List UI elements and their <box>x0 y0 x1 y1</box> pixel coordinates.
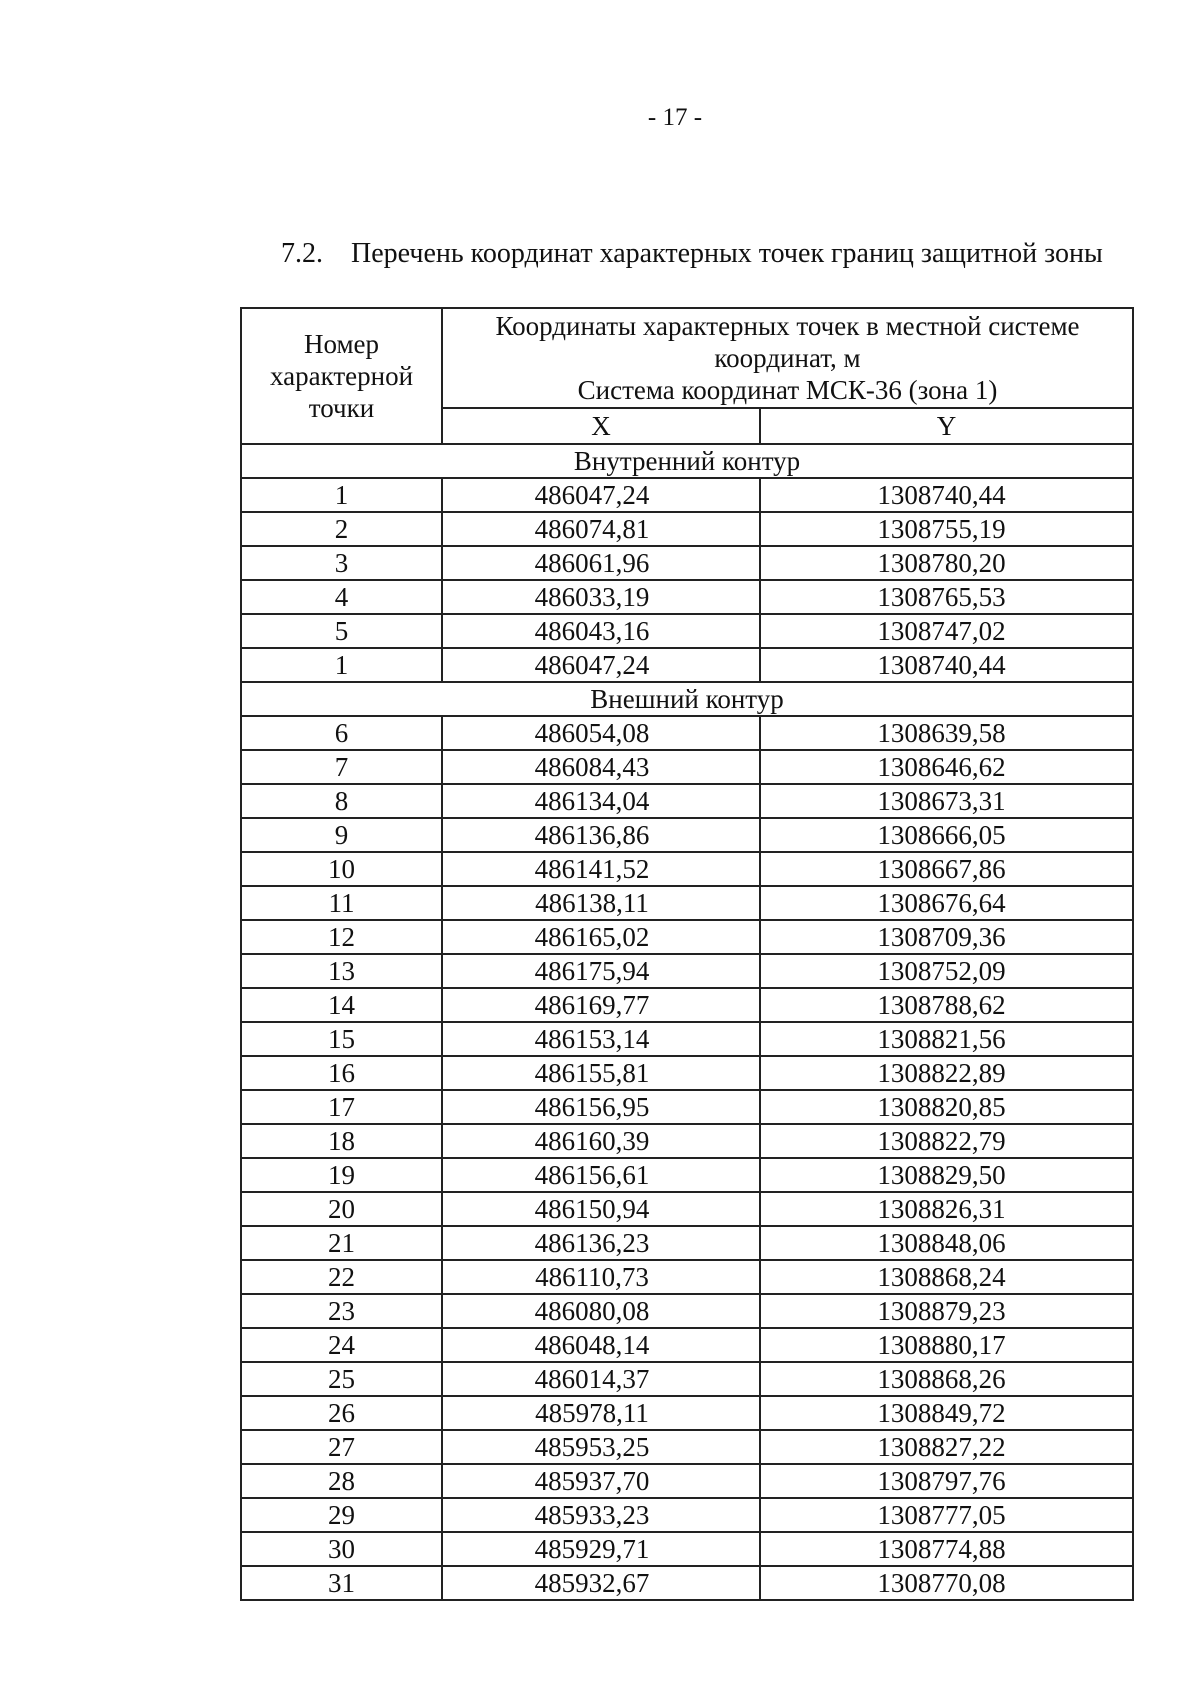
table-row <box>241 886 1133 920</box>
section-number: 7.2. <box>281 238 323 269</box>
point-number-cell: 22 <box>241 1260 442 1294</box>
header-coordinates-line: Система координат МСК-36 (зона 1) <box>577 374 998 405</box>
x-coordinate-cell: 486084,43 <box>442 750 760 784</box>
x-coordinate-cell: 486141,52 <box>442 852 760 886</box>
header-x: X <box>442 408 760 444</box>
point-number-cell: 15 <box>241 1022 442 1056</box>
header-point-number-line: точки <box>308 393 375 423</box>
table-row <box>241 716 1133 750</box>
header-point-number-line: характерной <box>269 361 414 391</box>
header-coordinates-line: Координаты характерных точек в местной системе <box>495 310 1080 341</box>
x-coordinate-cell: 486054,08 <box>442 716 760 750</box>
x-coordinate-cell: 486156,61 <box>442 1158 760 1192</box>
x-coordinate-cell: 486156,95 <box>442 1090 760 1124</box>
x-coordinate-cell: 486138,11 <box>442 886 760 920</box>
table-row <box>241 580 1133 614</box>
point-number-cell: 28 <box>241 1464 442 1498</box>
point-number-cell: 31 <box>241 1566 442 1600</box>
point-number-cell: 8 <box>241 784 442 818</box>
x-coordinate-cell: 485932,67 <box>442 1566 760 1600</box>
x-coordinate-cell: 486048,14 <box>442 1328 760 1362</box>
point-number-cell: 10 <box>241 852 442 886</box>
x-coordinate-cell: 485978,11 <box>442 1396 760 1430</box>
table-row <box>241 818 1133 852</box>
header-coordinates-line: координат, м <box>714 342 861 373</box>
table-row <box>241 1396 1133 1430</box>
table-row <box>241 1430 1133 1464</box>
x-coordinate-cell: 486160,39 <box>442 1124 760 1158</box>
y-coordinate-cell: 1308848,06 <box>760 1226 1133 1260</box>
x-coordinate-cell: 485937,70 <box>442 1464 760 1498</box>
y-coordinate-cell: 1308880,17 <box>760 1328 1133 1362</box>
point-number-cell: 1 <box>241 478 442 512</box>
table-row <box>241 1566 1133 1600</box>
y-coordinate-cell: 1308755,19 <box>760 512 1133 546</box>
y-coordinate-cell: 1308868,26 <box>760 1362 1133 1396</box>
table-row <box>241 1464 1133 1498</box>
point-number-cell: 18 <box>241 1124 442 1158</box>
point-number-cell: 14 <box>241 988 442 1022</box>
point-number-cell: 4 <box>241 580 442 614</box>
x-coordinate-cell: 485953,25 <box>442 1430 760 1464</box>
point-number-cell: 27 <box>241 1430 442 1464</box>
y-coordinate-cell: 1308709,36 <box>760 920 1133 954</box>
y-coordinate-cell: 1308868,24 <box>760 1260 1133 1294</box>
y-coordinate-cell: 1308820,85 <box>760 1090 1133 1124</box>
table-row <box>241 1260 1133 1294</box>
point-number-cell: 30 <box>241 1532 442 1566</box>
table-row <box>241 1328 1133 1362</box>
y-coordinate-cell: 1308666,05 <box>760 818 1133 852</box>
y-coordinate-cell: 1308740,44 <box>760 478 1133 512</box>
table-row <box>241 1192 1133 1226</box>
section-row <box>241 682 1133 716</box>
table-row <box>241 1158 1133 1192</box>
table-row <box>241 1362 1133 1396</box>
y-coordinate-cell: 1308646,62 <box>760 750 1133 784</box>
table-row <box>241 512 1133 546</box>
table-row <box>241 546 1133 580</box>
table-row <box>241 1022 1133 1056</box>
point-number-cell: 1 <box>241 648 442 682</box>
y-coordinate-cell: 1308770,08 <box>760 1566 1133 1600</box>
section-heading <box>281 238 1103 270</box>
y-coordinate-cell: 1308676,64 <box>760 886 1133 920</box>
y-coordinate-cell: 1308879,23 <box>760 1294 1133 1328</box>
table-row <box>241 648 1133 682</box>
table-row <box>241 750 1133 784</box>
x-coordinate-cell: 486153,14 <box>442 1022 760 1056</box>
y-coordinate-cell: 1308747,02 <box>760 614 1133 648</box>
x-coordinate-cell: 486047,24 <box>442 648 760 682</box>
x-coordinate-cell: 486150,94 <box>442 1192 760 1226</box>
table-row <box>241 1124 1133 1158</box>
y-coordinate-cell: 1308752,09 <box>760 954 1133 988</box>
section-title: Внешний контур <box>241 682 1133 716</box>
table-row <box>241 988 1133 1022</box>
x-coordinate-cell: 486110,73 <box>442 1260 760 1294</box>
section-title: Перечень координат характерных точек границ защитной зоны <box>351 238 1103 269</box>
y-coordinate-cell: 1308788,62 <box>760 988 1133 1022</box>
y-coordinate-cell: 1308777,05 <box>760 1498 1133 1532</box>
x-coordinate-cell: 486175,94 <box>442 954 760 988</box>
y-coordinate-cell: 1308797,76 <box>760 1464 1133 1498</box>
point-number-cell: 2 <box>241 512 442 546</box>
y-coordinate-cell: 1308673,31 <box>760 784 1133 818</box>
table-row <box>241 1090 1133 1124</box>
table-row <box>241 614 1133 648</box>
x-coordinate-cell: 486134,04 <box>442 784 760 818</box>
x-coordinate-cell: 485929,71 <box>442 1532 760 1566</box>
y-coordinate-cell: 1308849,72 <box>760 1396 1133 1430</box>
y-coordinate-cell: 1308821,56 <box>760 1022 1133 1056</box>
x-coordinate-cell: 486169,77 <box>442 988 760 1022</box>
point-number-cell: 25 <box>241 1362 442 1396</box>
point-number-cell: 6 <box>241 716 442 750</box>
point-number-cell: 12 <box>241 920 442 954</box>
x-coordinate-cell: 486165,02 <box>442 920 760 954</box>
x-coordinate-cell: 486080,08 <box>442 1294 760 1328</box>
table-body <box>241 444 1133 1600</box>
section-row <box>241 444 1133 478</box>
point-number-cell: 29 <box>241 1498 442 1532</box>
table-row <box>241 1294 1133 1328</box>
y-coordinate-cell: 1308667,86 <box>760 852 1133 886</box>
x-coordinate-cell: 486136,86 <box>442 818 760 852</box>
y-coordinate-cell: 1308826,31 <box>760 1192 1133 1226</box>
point-number-cell: 23 <box>241 1294 442 1328</box>
point-number-cell: 26 <box>241 1396 442 1430</box>
point-number-cell: 3 <box>241 546 442 580</box>
table-row <box>241 920 1133 954</box>
point-number-cell: 24 <box>241 1328 442 1362</box>
x-coordinate-cell: 486061,96 <box>442 546 760 580</box>
point-number-cell: 19 <box>241 1158 442 1192</box>
table-row <box>241 1056 1133 1090</box>
point-number-cell: 20 <box>241 1192 442 1226</box>
page-number: - 17 - <box>647 104 703 131</box>
section-title: Внутренний контур <box>241 444 1133 478</box>
table-row <box>241 852 1133 886</box>
header-coordinates <box>442 308 1133 408</box>
point-number-cell: 17 <box>241 1090 442 1124</box>
y-coordinate-cell: 1308822,79 <box>760 1124 1133 1158</box>
y-coordinate-cell: 1308740,44 <box>760 648 1133 682</box>
table-row <box>241 1498 1133 1532</box>
x-coordinate-cell: 486074,81 <box>442 512 760 546</box>
x-coordinate-cell: 486136,23 <box>442 1226 760 1260</box>
y-coordinate-cell: 1308827,22 <box>760 1430 1133 1464</box>
header-y: Y <box>760 408 1133 444</box>
header-point-number-line: Номер <box>303 329 380 359</box>
point-number-cell: 11 <box>241 886 442 920</box>
x-coordinate-cell: 486033,19 <box>442 580 760 614</box>
coordinates-table <box>240 307 1134 1601</box>
y-coordinate-cell: 1308774,88 <box>760 1532 1133 1566</box>
point-number-cell: 13 <box>241 954 442 988</box>
header-point-number <box>241 308 442 444</box>
table-row <box>241 478 1133 512</box>
table-row <box>241 1226 1133 1260</box>
table-row <box>241 784 1133 818</box>
x-coordinate-cell: 486043,16 <box>442 614 760 648</box>
y-coordinate-cell: 1308780,20 <box>760 546 1133 580</box>
point-number-cell: 21 <box>241 1226 442 1260</box>
table-row <box>241 1532 1133 1566</box>
x-coordinate-cell: 485933,23 <box>442 1498 760 1532</box>
point-number-cell: 5 <box>241 614 442 648</box>
point-number-cell: 16 <box>241 1056 442 1090</box>
y-coordinate-cell: 1308639,58 <box>760 716 1133 750</box>
x-coordinate-cell: 486047,24 <box>442 478 760 512</box>
y-coordinate-cell: 1308829,50 <box>760 1158 1133 1192</box>
y-coordinate-cell: 1308765,53 <box>760 580 1133 614</box>
point-number-cell: 9 <box>241 818 442 852</box>
y-coordinate-cell: 1308822,89 <box>760 1056 1133 1090</box>
point-number-cell: 7 <box>241 750 442 784</box>
x-coordinate-cell: 486014,37 <box>442 1362 760 1396</box>
table-row <box>241 954 1133 988</box>
x-coordinate-cell: 486155,81 <box>442 1056 760 1090</box>
